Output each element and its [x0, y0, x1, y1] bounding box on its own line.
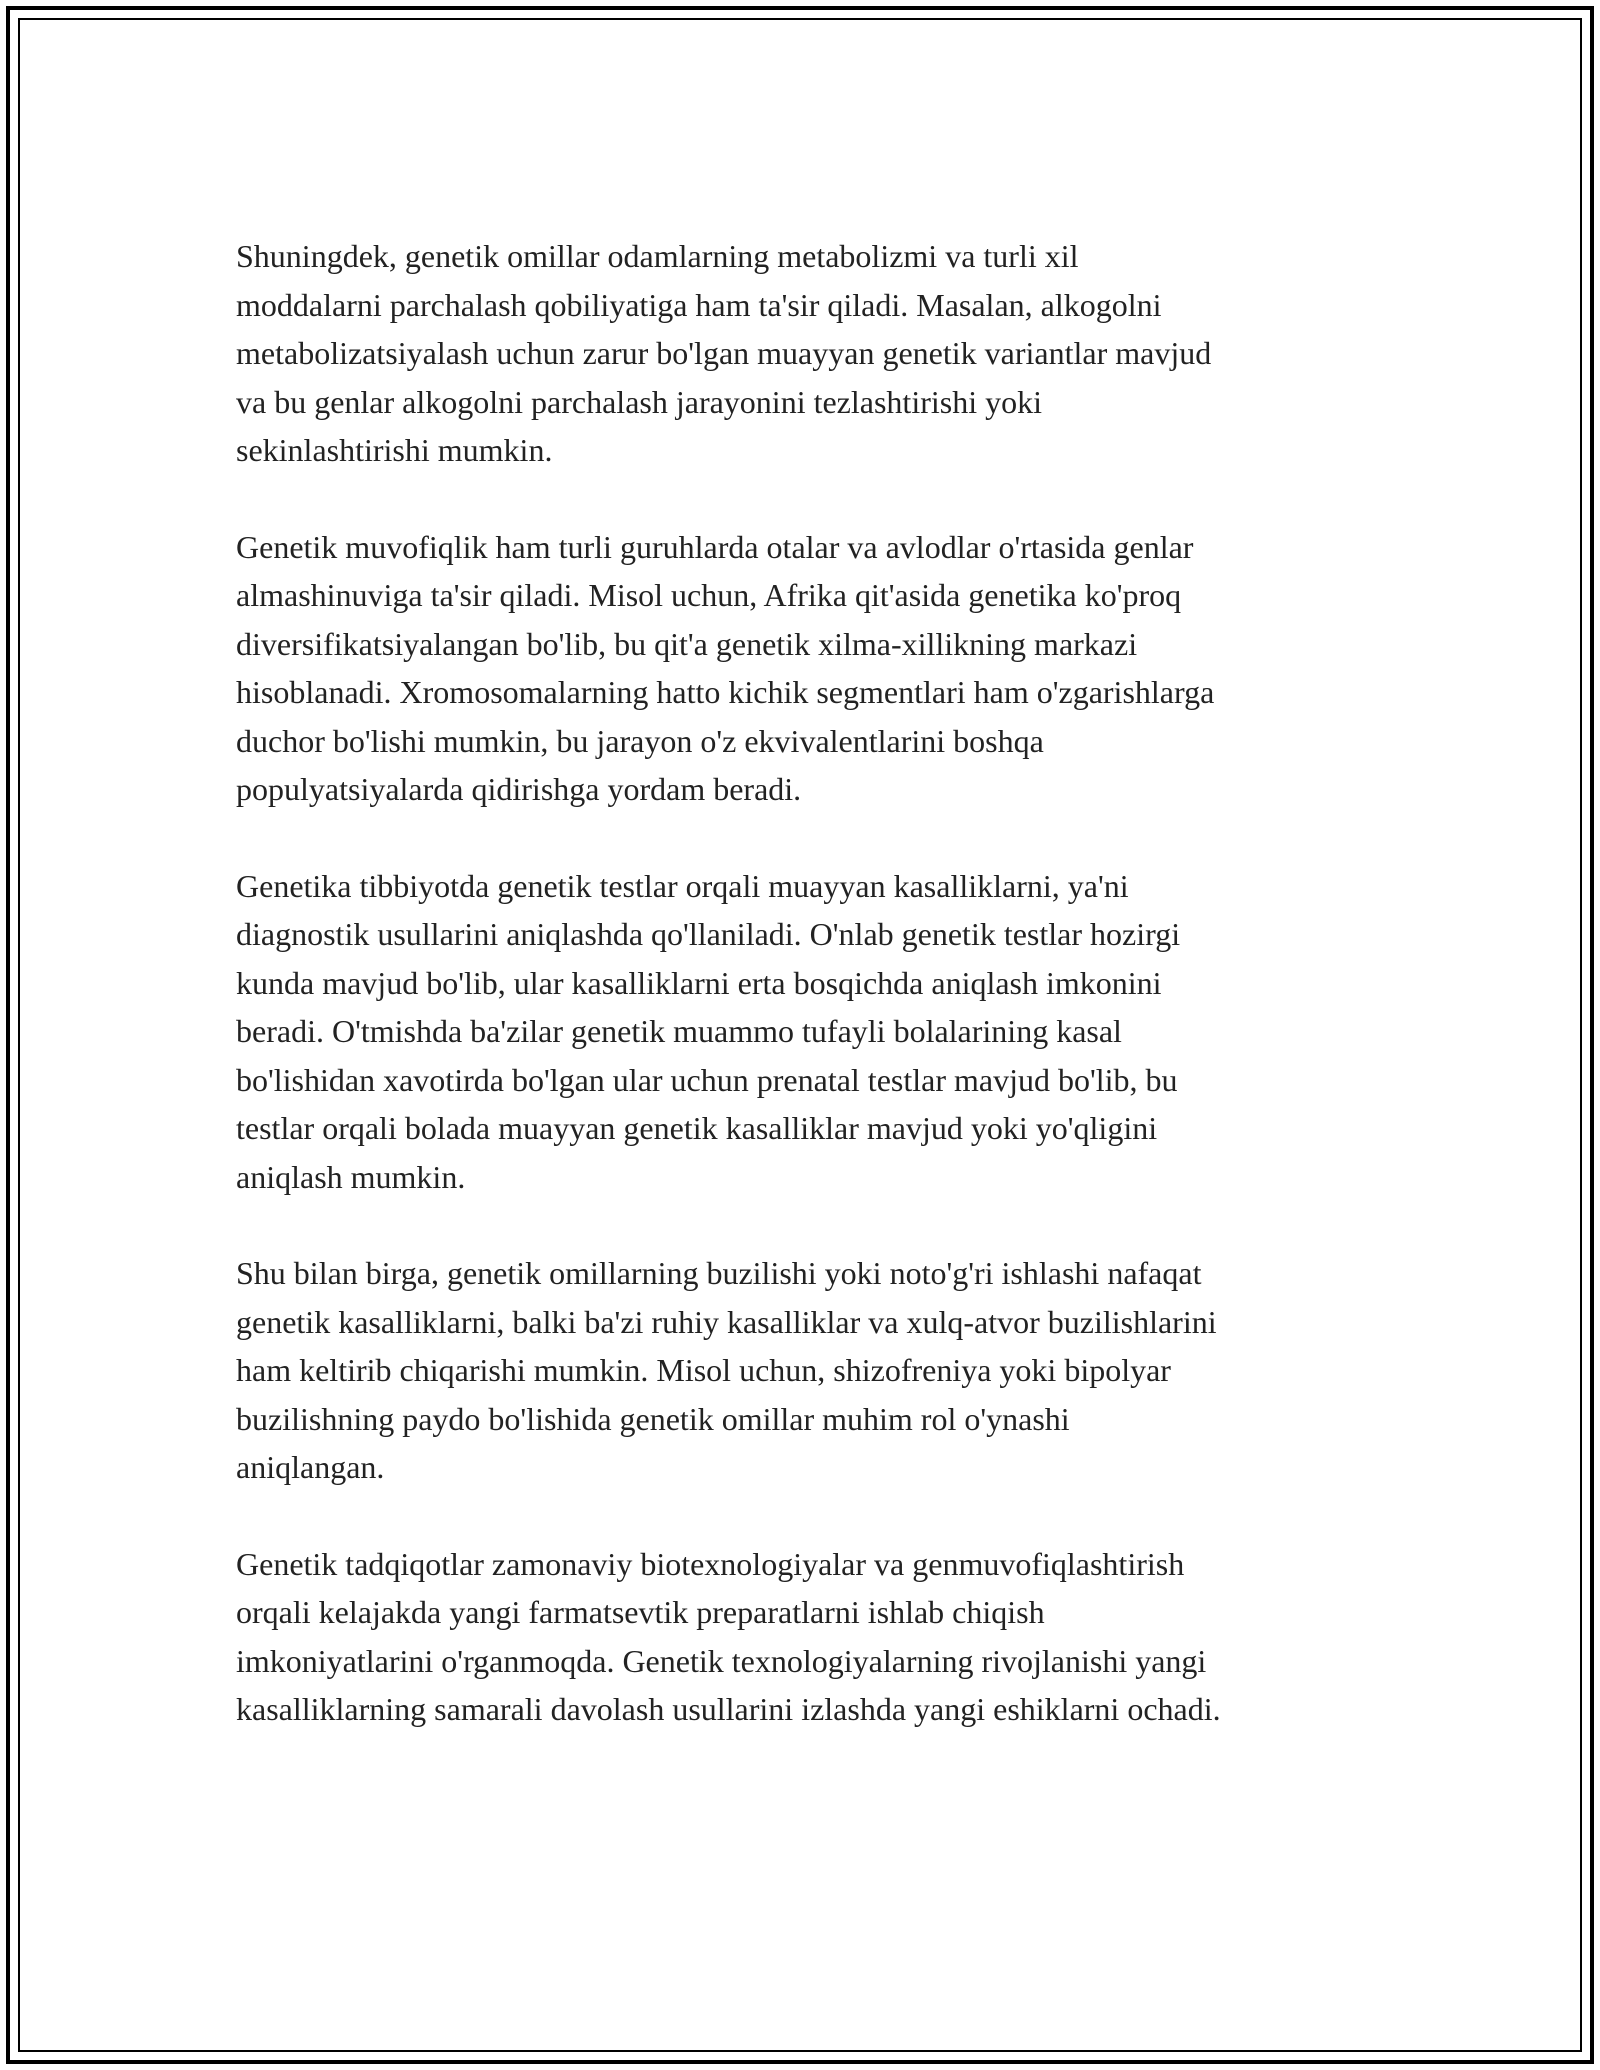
text-line: kunda mavjud bo'lib, ular kasalliklarni erta bosqichda aniqlash imkonini [236, 964, 1162, 1001]
text-line: buzilishning paydo bo'lishida genetik omillar muhim rol o'ynashi [236, 1400, 1070, 1437]
text-line: diagnostik usullarini aniqlashda qo'llaniladi. O'nlab genetik testlar hozirgi [236, 916, 1181, 952]
document-body [236, 232, 1366, 1782]
text-line: testlar orqali bolada muayyan genetik kasalliklar mavjud yoki yo'qligini [236, 1110, 1158, 1146]
text-line: diversifikatsiyalangan bo'lib, bu qit'a genetik xilma-xillikning markazi [236, 625, 1138, 662]
text-line: hisoblanadi. Xromosomalarning hatto kichik segmentlari ham o'zgarishlarga [236, 674, 1215, 710]
text-line: imkoniyatlarini o'rganmoqda. Genetik texnologiyalarning rivojlanishi yangi [236, 1642, 1207, 1679]
text-line: Genetika tibbiyotda genetik testlar orqali muayyan kasalliklarni, ya'ni [236, 867, 1129, 904]
text-line: metabolizatsiyalash uchun zarur bo'lgan muayyan genetik variantlar mavjud [236, 335, 1212, 371]
text-line: genetik kasalliklarni, balki ba'zi ruhiy kasalliklar va xulq-atvor buzilishlarini [236, 1303, 1217, 1340]
text-line: ham keltirib chiqarishi mumkin. Misol uchun, shizofreniya yoki bipolyar [236, 1352, 1171, 1388]
paragraph [236, 523, 1366, 814]
text-line: Genetik tadqiqotlar zamonaviy biotexnologiyalar va genmuvofiqlashtirish [236, 1545, 1185, 1582]
paragraph [236, 232, 1366, 475]
text-line: duchor bo'lishi mumkin, bu jarayon o'z ekvivalentlarini boshqa [236, 722, 1044, 759]
text-line: sekinlashtirishi mumkin. [236, 432, 553, 468]
text-line: va bu genlar alkogolni parchalash jarayonini tezlashtirishi yoki [236, 383, 1042, 420]
text-line: kasalliklarning samarali davolash usullarini izlashda yangi eshiklarni ochadi. [236, 1691, 1221, 1727]
text-line: almashinuviga ta'sir qiladi. Misol uchun, Afrika qit'asida genetika ko'proq [236, 577, 1182, 613]
text-line: orqali kelajakda yangi farmatsevtik preparatlarni ishlab chiqish [236, 1594, 1045, 1630]
text-line: aniqlangan. [236, 1449, 385, 1485]
paragraph [236, 1249, 1366, 1492]
text-line: aniqlash mumkin. [236, 1158, 466, 1195]
text-line: Shuningdek, genetik omillar odamlarning metabolizmi va turli xil [236, 238, 1079, 274]
text-line: beradi. O'tmishda ba'zilar genetik muammo tufayli bolalarining kasal [236, 1013, 1122, 1049]
text-line: Shu bilan birga, genetik omillarning buzilishi yoki noto'g'ri ishlashi nafaqat [236, 1255, 1202, 1291]
paragraph [236, 862, 1366, 1202]
paragraph [236, 1540, 1366, 1734]
text-line: populyatsiyalarda qidirishga yordam beradi. [236, 771, 802, 807]
text-line: bo'lishidan xavotirda bo'lgan ular uchun prenatal testlar mavjud bo'lib, bu [236, 1061, 1178, 1098]
text-line: Genetik muvofiqlik ham turli guruhlarda otalar va avlodlar o'rtasida genlar [236, 528, 1194, 565]
text-line: moddalarni parchalash qobiliyatiga ham ta'sir qiladi. Masalan, alkogolni [236, 286, 1162, 323]
